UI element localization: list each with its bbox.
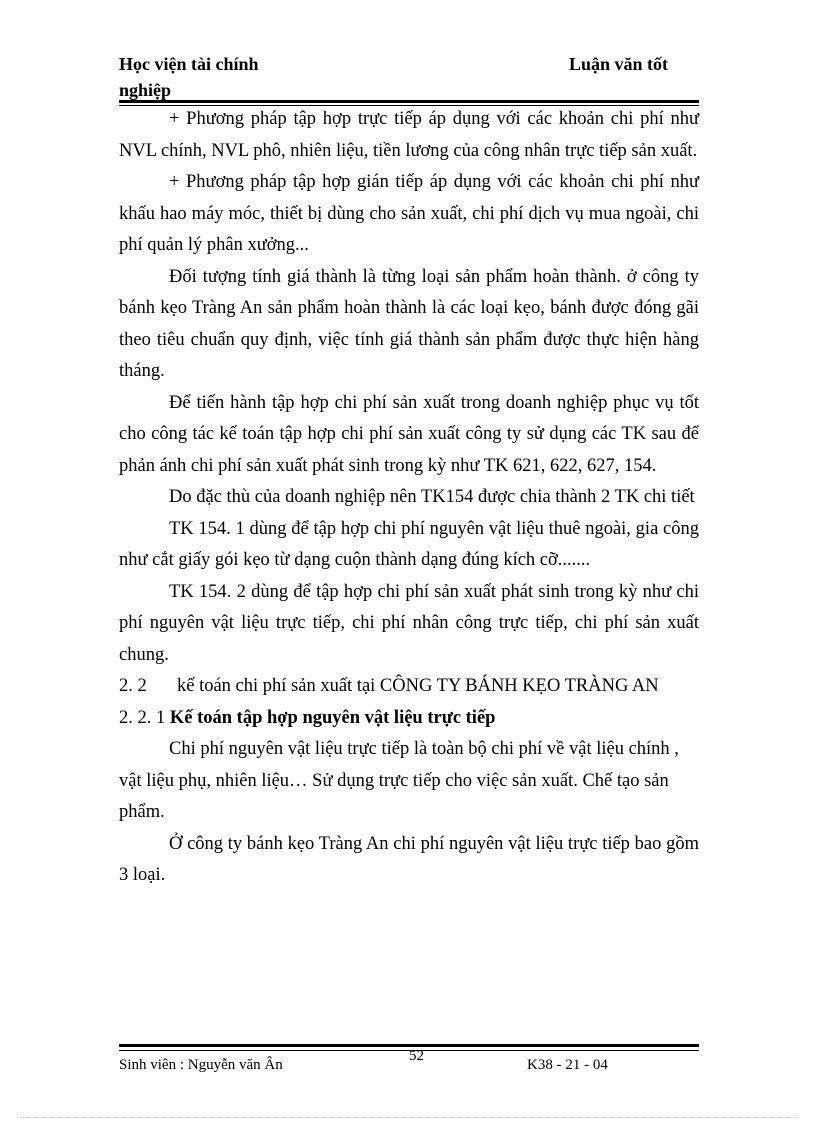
header-document-type: Luận văn tốt	[569, 54, 669, 74]
section-heading	[119, 671, 699, 703]
subsection-heading	[119, 703, 699, 735]
paragraph: + Phương pháp tập hợp gián tiếp áp dụng với các khoản chi phí như khấu hao máy móc, thiết bị dùng cho sản xuất, chi phí dịch vụ mua ngoài, chi phí quản lý phân xưởng...	[119, 172, 699, 255]
paragraph: TK 154. 1 dùng để tập hợp chi phí nguyên vật liệu thuê ngoài, gia công như cắt giấy gói kẹo từ dạng cuộn thành dạng đúng kích cỡ.......	[119, 518, 699, 570]
paragraph: Do đặc thù của doanh nghiệp nên TK154 được chia thành 2 TK chi tiết	[169, 487, 695, 507]
page-body	[119, 104, 699, 892]
paragraph: Chi phí nguyên vật liệu trực tiếp là toàn bộ chi phí về vật liệu chính , vật liệu phụ, nhiên liệu… Sử dụng trực tiếp cho việc sản xuất. Chế tạo sản phẩm.	[119, 739, 679, 822]
section-title: kế toán chi phí sản xuất tại CÔNG TY BÁNH KẸO TRÀNG AN	[177, 676, 659, 696]
header-divider	[119, 100, 699, 103]
paragraph: Đối tượng tính giá thành là từng loại sản phẩm hoàn thành. ở công ty bánh kẹo Tràng An sản phẩm hoàn thành là các loại kẹo, bánh được đóng gãi theo tiêu chuẩn quy định, việc tính giá thành sản phẩm được thực hiện hàng tháng.	[119, 266, 699, 381]
page-number: 52	[409, 1048, 424, 1064]
paragraph: + Phương pháp tập hợp trực tiếp áp dụng với các khoản chi phí như NVL chính, NVL phô, nhiên liệu, tiền lương của công nhân trực tiếp sản xuất.	[119, 109, 699, 161]
subsection-number: 2. 2. 1	[119, 707, 166, 728]
footer-student: Sinh viên : Nguyễn văn Ân	[119, 1057, 283, 1073]
paragraph: TK 154. 2 dùng để tập hợp chi phí sản xuất phát sinh trong kỳ như chi phí nguyên vật liệu trực tiếp, chi phí nhân công trực tiếp, chi phí sản xuất chung.	[119, 581, 699, 665]
footer-class-code: K38 - 21 - 04	[527, 1057, 608, 1073]
paragraph: Ở công ty bánh kẹo Tràng An chi phí nguyên vật liệu trực tiếp bao gồm 3 loại.	[119, 833, 699, 885]
subsection-title: Kế toán tập hợp nguyên vật liệu trực tiếp	[169, 707, 496, 728]
page-edge-divider	[20, 1117, 796, 1118]
section-number: 2. 2	[119, 676, 147, 696]
header-institution: Học viện tài chính nghiệp	[119, 54, 259, 100]
paragraph: Để tiến hành tập hợp chi phí sản xuất trong doanh nghiệp phục vụ tốt cho công tác kế toán tập hợp chi phí sản xuất công ty sử dụng các TK sau để phản ánh chi phí sản xuất phát sinh trong kỳ như TK 621, 622, 627, 154.	[119, 392, 699, 476]
